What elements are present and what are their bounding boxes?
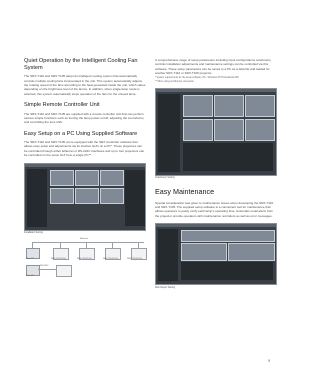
projector-label: SRX-T110/T105 <box>51 258 66 260</box>
projector-label: SRX-T110/T105 <box>127 258 142 260</box>
paragraph-easy-maintenance: Special consideration was given to maintenance issues when developing the SRX-T110 and SRX-T105. The supplied setup software is a convenient tool for maintenance that allows operators to easily verify each lamp's operating time. Automatic email alerts from the projector provide operators with maintenance reminders as well as error messages. <box>155 200 274 218</box>
caption-web-report-setting: Web Report Setting <box>155 286 176 289</box>
page-number: 9 <box>268 359 270 363</box>
projector-node <box>56 265 72 277</box>
heading-easy-setup: Easy Setup on a PC Using Supplied Software <box>24 130 138 137</box>
rs232c-label: RS-232C <box>40 265 49 267</box>
heading-easy-maintenance: Easy Maintenance <box>155 187 215 197</box>
paragraph-quiet-operation: The SRX-T110 and SRX-T105 adopt an intelligent cooling system that automatically controls multiple cooling fans incorporated in the unit. This system automatically adjusts the rotating speed of the fans according to the heat generated inside the unit, which varies depending on the brightness level of the lamps. In addition, when single-lamp mode is selected, this system automatically stops operation of the fans for the unused lamp. <box>24 74 146 96</box>
footnote-system-requirements: * System requirements for the setup software: OS - Windows XP Professional SP2 <box>155 77 239 80</box>
colorimetry-setting-screenshot <box>155 88 277 176</box>
left-column <box>24 58 146 280</box>
ethernet-label: Ethernet <box>80 238 88 240</box>
projector-label: SRX-T110/T105 <box>103 258 118 260</box>
footnote-ethernet: ** When using an Ethernet connection <box>155 80 194 83</box>
paragraph-setup-parameters: A comprehensive range of setup parameters including input configurations colorimetry controls installation adjustments and maintenance settings can be controlled via this software. These setup parameters can be saved to a PC as a data file and loaded for another SRX-T110 or SRX-T105 projector. <box>155 58 271 76</box>
right-column <box>155 58 277 290</box>
paragraph-easy-setup: The SRX-T110 and SRX-T105 come equipped with the SRX Controller software that allows easy setup and adjustments via its intuitive GUIs on a PC*. These projectors can be controlled through either Ethernet or RS-232C interfaces and up to four projectors can be controlled on the same GUI from a single PC**. <box>24 140 145 158</box>
paragraph-remote-controller: The SRX-T110 and SRX-T105 are supplied with a remote controller unit that can perform various simple functions such as turning the lamp power on/off, adjusting the zoom/focus, and controlling the lens shift. <box>24 111 145 125</box>
caption-installation-setting: Installation Setting <box>24 232 43 234</box>
caption-colorimetry-setting: Colorimetry Setting <box>155 177 175 180</box>
projector-label: SRX-T110/T105 <box>77 258 92 260</box>
web-report-setting-screenshot <box>155 223 277 285</box>
installation-setting-screenshot <box>24 163 146 231</box>
pc-label: Main PC <box>26 275 34 277</box>
network-diagram <box>24 238 146 280</box>
heading-remote-controller: Simple Remote Controller Unit <box>24 101 100 108</box>
pc-label: Main PC <box>26 258 34 260</box>
heading-quiet-operation: Quiet Operation by the Intelligent Cooling Fan System <box>24 58 138 71</box>
